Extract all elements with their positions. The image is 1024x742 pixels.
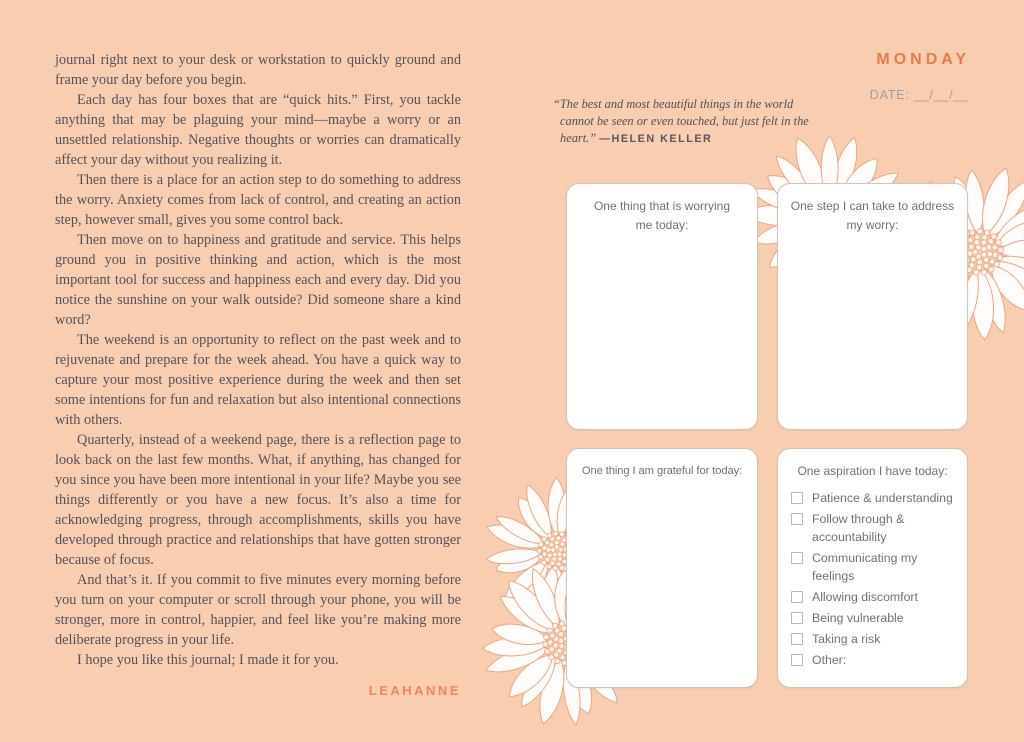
checklist-item (791, 489, 967, 507)
label-line: One step I can take to address (790, 199, 955, 213)
paragraph: Quarterly, instead of a weekend page, there is a reflection page to look back on the last few months. What, if anything, has changed for you since you have been more intentional in your life? Maybe you see things differently or you have a new focus. It’s also a time for acknowledging progress, through accomplishments, skills you have developed through practice and relationships that have gotten stronger because of focus. (55, 432, 461, 568)
quote-attribution: —HELEN KELLER (599, 133, 713, 145)
checkbox[interactable] (791, 513, 803, 525)
aspiration-box-label: One aspiration I have today: (797, 464, 948, 478)
worry-box-label (567, 197, 757, 235)
checkbox-label: Follow through & accountability (812, 512, 905, 544)
checkbox[interactable] (791, 612, 803, 624)
checkbox[interactable] (791, 654, 803, 666)
checkbox[interactable] (791, 552, 803, 564)
action-step-box-label (778, 197, 967, 235)
checklist-item (791, 651, 967, 669)
checkbox-label: Allowing discomfort (812, 590, 918, 604)
date-field[interactable] (870, 88, 969, 102)
paragraph: Each day has four boxes that are “quick hits.” First, you tackle anything that may be plaguing your mind—maybe a worry or an unsettled relationship. Negative thoughts or worries can dramatically affect your day without you realizing it. (55, 92, 461, 168)
left-page-body (55, 50, 461, 701)
date-blanks[interactable]: __/__/__ (913, 88, 969, 102)
action-step-box[interactable] (777, 183, 968, 430)
author-signature: LEAHANNE (368, 683, 461, 698)
checklist-item (791, 510, 967, 546)
paragraph: And that’s it. If you commit to five minutes every morning before you turn on your computer or scroll through your phone, you will be stronger, more in control, happier, and feel like you’re making more deliberate progress in your life. (55, 572, 461, 648)
paragraph: journal right next to your desk or workstation to quickly ground and frame your day before you begin. (55, 52, 461, 88)
checkbox-label: Other: (812, 653, 847, 667)
day-title: MONDAY (876, 51, 970, 68)
label-line: me today: (635, 218, 689, 232)
aspiration-box[interactable] (777, 448, 968, 688)
paragraph: Then move on to happiness and gratitude and service. This helps ground you in positive thinking and action, which is the most important tool for success and happiness each and every day. Did you notice the sunshine on your walk outside? Did someone share a kind word? (55, 232, 461, 328)
checkbox[interactable] (791, 492, 803, 504)
checkbox-label: Being vulnerable (812, 611, 904, 625)
checkbox-label: Taking a risk (812, 632, 881, 646)
quote-text: “The best and most beautiful things in the world cannot be seen or even touched, but just felt in the heart.” (553, 97, 809, 145)
checkbox[interactable] (791, 633, 803, 645)
date-label: DATE: (869, 88, 910, 102)
paragraph: Then there is a place for an action step to do something to address the worry. Anxiety comes from lack of control, and creating an action step, however small, gives you some control back. (55, 172, 461, 228)
checkbox-label: Communicating my feelings (812, 551, 918, 583)
checkbox-label: Patience & understanding (812, 491, 953, 505)
checklist-item (791, 630, 967, 648)
checklist-item (791, 588, 967, 606)
aspiration-checklist (791, 489, 967, 669)
checklist-item (791, 549, 967, 585)
paragraph: I hope you like this journal; I made it for you. (77, 652, 339, 668)
paragraph: The weekend is an opportunity to reflect on the past week and to rejuvenate and prepare for the week ahead. You have a quick way to capture your most positive experience during the week and then set some intentions for fun and relaxation but also intentional connections with others. (55, 332, 461, 428)
checklist-item (791, 609, 967, 627)
gratitude-box-label: One thing I am grateful for today: (581, 465, 743, 477)
worry-box[interactable] (566, 183, 758, 430)
label-line: One thing that is worrying (593, 199, 731, 213)
label-line: my worry: (846, 218, 899, 232)
checkbox[interactable] (791, 591, 803, 603)
gratitude-box[interactable] (566, 448, 758, 688)
